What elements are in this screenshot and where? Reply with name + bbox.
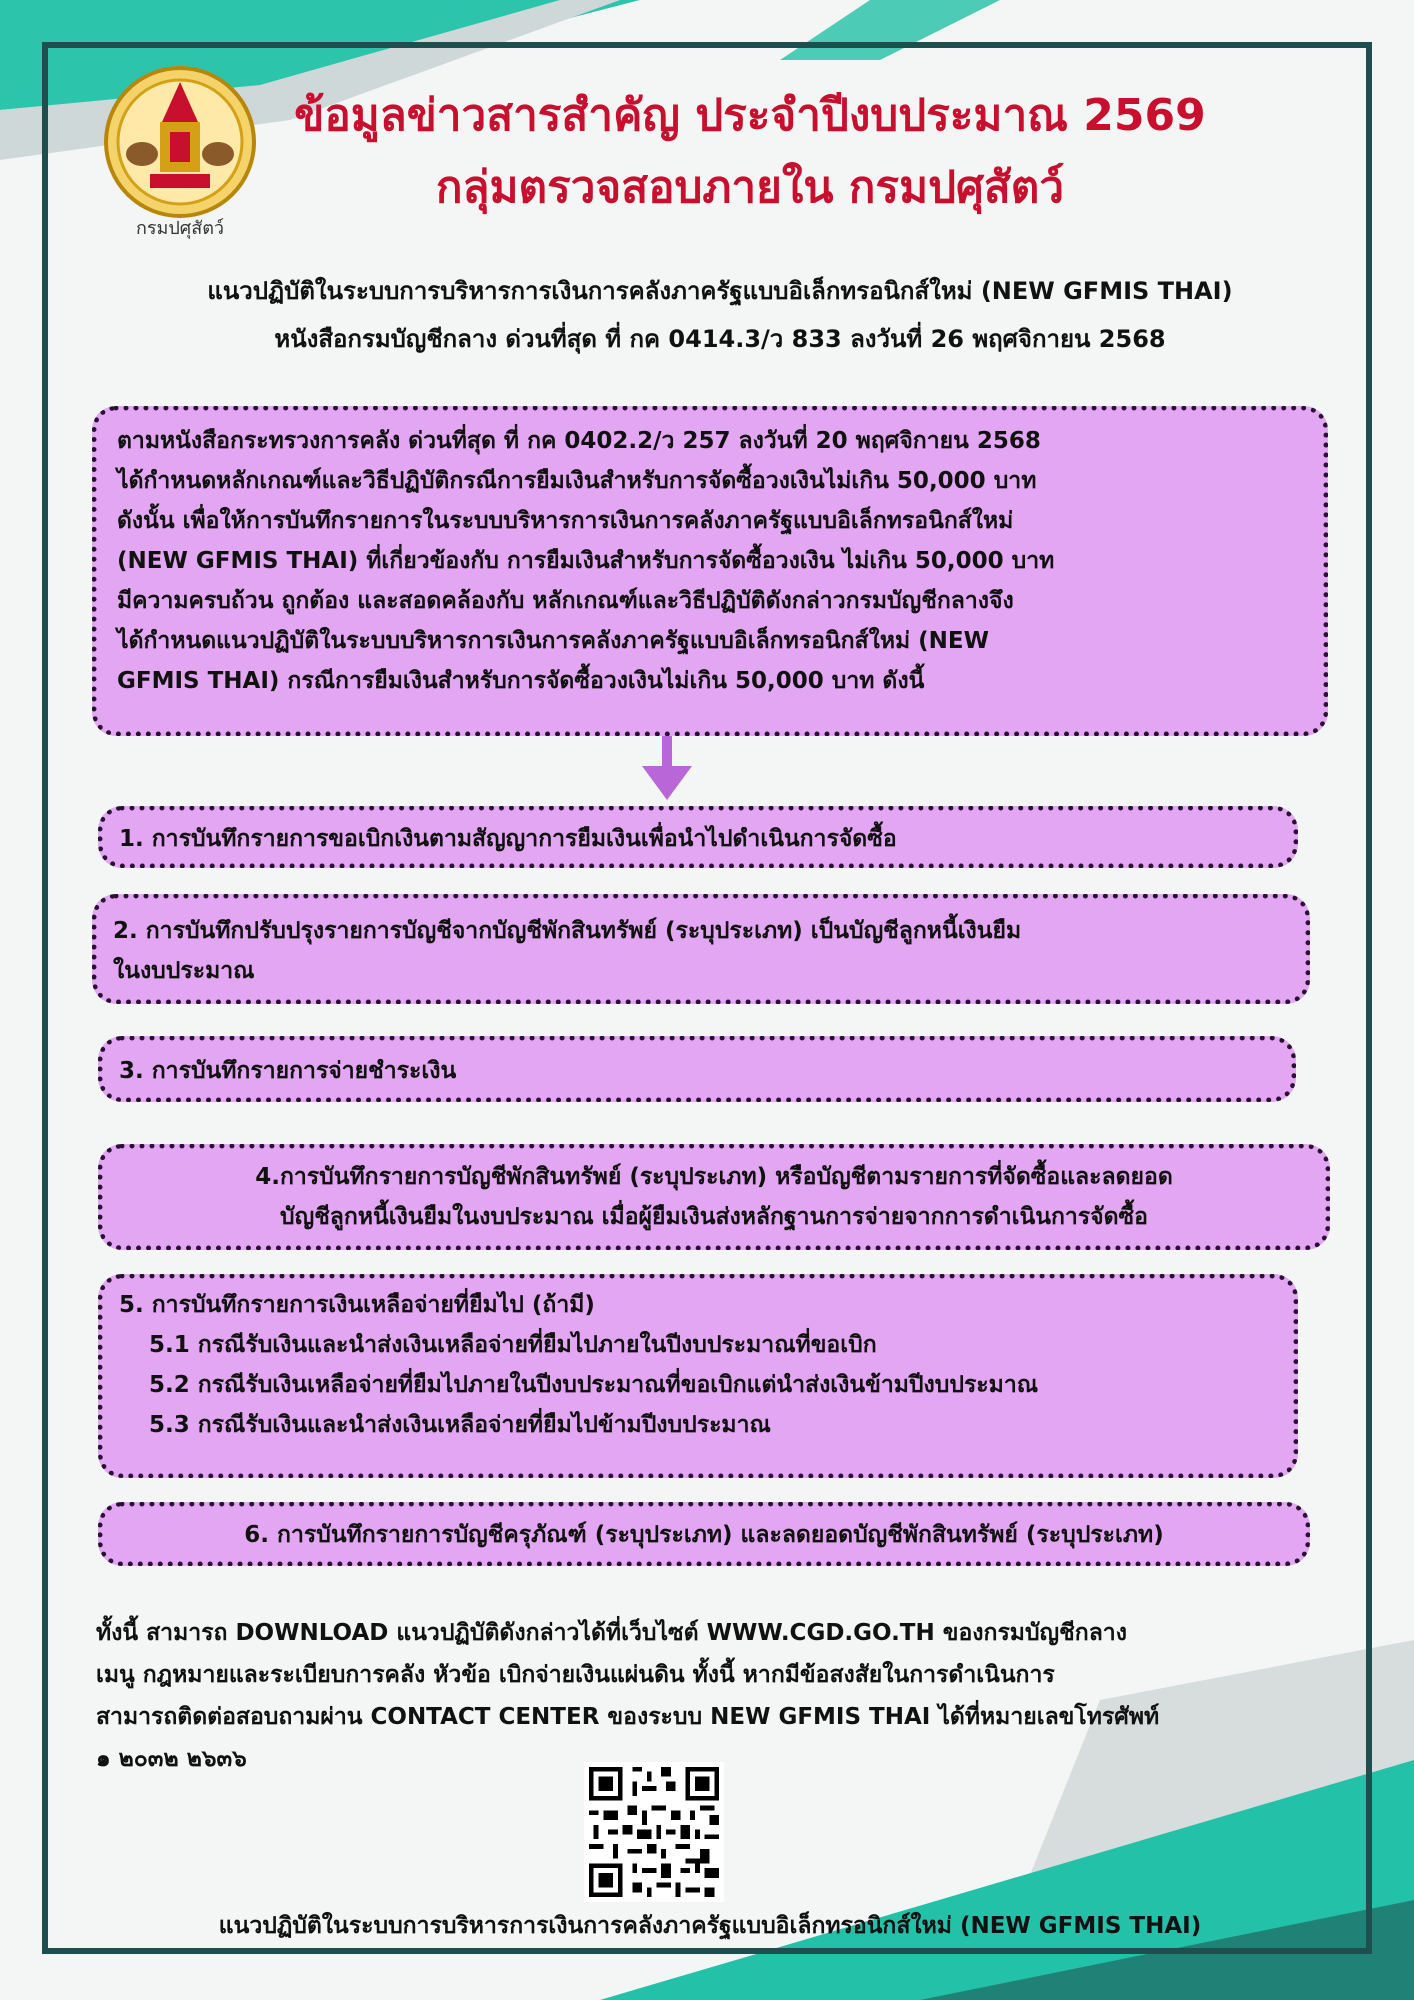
page-title-line1: ข้อมูลข่าวสารสำคัญ ประจำปีงบประมาณ 2569	[294, 90, 1206, 141]
step-5-2-text: 5.2 กรณีรับเงินเหลือจ่ายที่ยืมไปภายในปีงบประมาณที่ขอเบิกแต่นำส่งเงินข้ามปีงบประมาณ	[149, 1372, 1039, 1398]
footer-line: ทั้งนี้ สามารถ DOWNLOAD แนวปฏิบัติดังกล่าวได้ที่เว็บไซต์ WWW.CGD.GO.TH ของกรมบัญชีกลาง	[96, 1620, 1127, 1646]
intro-line: ได้กำหนดแนวปฏิบัติในระบบบริหารการเงินการคลังภาครัฐแบบอิเล็กทรอนิกส์ใหม่ (NEW	[117, 628, 990, 654]
intro-box	[92, 406, 1328, 736]
page-title-line2: กลุ่มตรวจสอบภายใน กรมปศุสัตว์	[435, 162, 1065, 213]
intro-line: ดังนั้น เพื่อให้การบันทึกรายการในระบบบริหารการเงินการคลังภาครัฐแบบอิเล็กทรอนิกส์ใหม่	[117, 508, 1014, 534]
department-seal-icon	[100, 62, 260, 242]
step-6-text: 6. การบันทึกรายการบัญชีครุภัณฑ์ (ระบุประเภท) และลดยอดบัญชีพักสินทรัพย์ (ระบุประเภท)	[244, 1522, 1164, 1548]
step-3-box	[98, 1036, 1296, 1102]
step-4-text-line1: 4.การบันทึกรายการบัญชีพักสินทรัพย์ (ระบุประเภท) หรือบัญชีตามรายการที่จัดซื้อและลดยอด	[255, 1164, 1173, 1190]
step-4-text-line2: บัญชีลูกหนี้เงินยืมในงบประมาณ เมื่อผู้ยืมเงินส่งหลักฐานการจ่ายจากการดำเนินการจัดซื้อ	[280, 1204, 1148, 1230]
qr-code-icon[interactable]	[584, 1762, 724, 1902]
intro-line: (NEW GFMIS THAI) ที่เกี่ยวข้องกับ การยืมเงินสำหรับการจัดซื้อวงเงิน ไม่เกิน 50,000 บาท	[117, 548, 1055, 574]
intro-line: GFMIS THAI) กรณีการยืมเงินสำหรับการจัดซื้อวงเงินไม่เกิน 50,000 บาท ดังนี้	[117, 668, 925, 694]
step-5-box	[98, 1274, 1298, 1478]
step-2-text-line2: ในงบประมาณ	[113, 958, 255, 984]
step-5-title: 5. การบันทึกรายการเงินเหลือจ่ายที่ยืมไป (ถ้ามี)	[119, 1292, 595, 1318]
subtitle-line2: หนังสือกรมบัญชีกลาง ด่วนที่สุด ที่ กค 0414.3/ว 833 ลงวันที่ 26 พฤศจิกายน 2568	[274, 325, 1166, 353]
step-1-box	[98, 806, 1298, 868]
intro-line: ตามหนังสือกระทรวงการคลัง ด่วนที่สุด ที่ กค 0402.2/ว 257 ลงวันที่ 20 พฤศจิกายน 2568	[117, 428, 1041, 454]
intro-line: มีความครบถ้วน ถูกต้อง และสอดคล้องกับ หลักเกณฑ์และวิธีปฏิบัติดังกล่าวกรมบัญชีกลางจึง	[117, 588, 1014, 614]
footer-phone: ๑ ๒๐๓๒ ๒๖๓๖	[96, 1746, 247, 1772]
step-3-text: 3. การบันทึกรายการจ่ายชำระเงิน	[119, 1058, 457, 1084]
seal-text: กรมปศุสัตว์	[135, 218, 225, 239]
step-5-3-text: 5.3 กรณีรับเงินและนำส่งเงินเหลือจ่ายที่ยืมไปข้ามปีงบประมาณ	[149, 1412, 771, 1438]
step-2-text-line1: 2. การบันทึกปรับปรุงรายการบัญชีจากบัญชีพักสินทรัพย์ (ระบุประเภท) เป็นบัญชีลูกหนี้เงินยืม	[113, 918, 1022, 944]
subtitle-line1: แนวปฏิบัติในระบบการบริหารการเงินการคลังภาครัฐแบบอิเล็กทรอนิกส์ใหม่ (NEW GFMIS THAI)	[207, 277, 1233, 305]
footer-note	[96, 1612, 1336, 1780]
step-6-box	[98, 1502, 1310, 1566]
step-5-1-text: 5.1 กรณีรับเงินและนำส่งเงินเหลือจ่ายที่ยืมไปภายในปีงบประมาณที่ขอเบิก	[149, 1332, 877, 1358]
step-1-text: 1. การบันทึกรายการขอเบิกเงินตามสัญญาการยืมเงินเพื่อนำไปดำเนินการจัดซื้อ	[119, 826, 897, 852]
arrow-down-icon	[642, 736, 692, 802]
step-4-box	[98, 1144, 1330, 1250]
bottom-caption: แนวปฏิบัติในระบบการบริหารการเงินการคลังภาครัฐแบบอิเล็กทรอนิกส์ใหม่ (NEW GFMIS THAI)	[218, 1913, 1202, 1939]
intro-line: ได้กำหนดหลักเกณฑ์และวิธีปฏิบัติกรณีการยืมเงินสำหรับการจัดซื้อวงเงินไม่เกิน 50,000 บาท	[117, 468, 1037, 494]
step-2-box	[92, 894, 1310, 1004]
footer-line: สามารถติดต่อสอบถามผ่าน CONTACT CENTER ของระบบ NEW GFMIS THAI ได้ที่หมายเลขโทรศัพท์	[96, 1704, 1160, 1730]
footer-line: เมนู กฎหมายและระเบียบการคลัง หัวข้อ เบิกจ่ายเงินแผ่นดิน ทั้งนี้ หากมีข้อสงสัยในการดำเนินการ	[96, 1662, 1055, 1688]
